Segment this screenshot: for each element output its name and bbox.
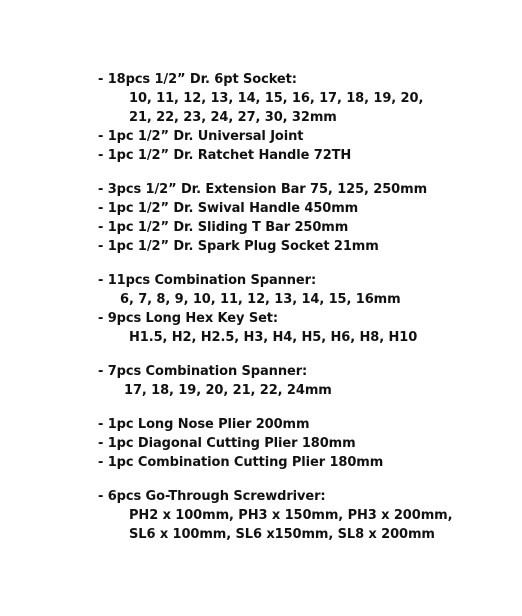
plier-group (98, 415, 508, 472)
list-item: - 6pcs Go-Through Screwdriver: (98, 489, 326, 504)
group-divider (98, 256, 508, 271)
list-item-detail: PH2 x 100mm, PH3 x 150mm, PH3 x 200mm, (129, 508, 453, 523)
list-item: - 1pc 1/2” Dr. Sliding T Bar 250mm (98, 220, 349, 235)
list-item-detail: H1.5, H2, H2.5, H3, H4, H5, H6, H8, H10 (129, 330, 418, 345)
list-item: - 1pc 1/2” Dr. Swival Handle 450mm (98, 201, 359, 216)
socket-group (98, 70, 508, 165)
list-item: - 1pc Long Nose Plier 200mm (98, 417, 310, 432)
list-item-detail: 10, 11, 12, 13, 14, 15, 16, 17, 18, 19, 20, (129, 91, 424, 106)
list-item-detail: 6, 7, 8, 9, 10, 11, 12, 13, 14, 15, 16mm (120, 292, 401, 307)
list-item: - 11pcs Combination Spanner: (98, 273, 317, 288)
list-item: - 1pc Diagonal Cutting Plier 180mm (98, 436, 356, 451)
spanner-hex-key-group (98, 271, 508, 347)
screwdriver-group (98, 487, 508, 544)
list-item-detail: SL6 x 100mm, SL6 x150mm, SL8 x 200mm (129, 527, 435, 542)
list-item: - 3pcs 1/2” Dr. Extension Bar 75, 125, 250mm (98, 182, 428, 197)
drive-accessories-group (98, 180, 508, 256)
list-item: - 1pc 1/2” Dr. Spark Plug Socket 21mm (98, 239, 379, 254)
tool-set-contents-list (98, 70, 508, 544)
list-item: - 9pcs Long Hex Key Set: (98, 311, 279, 326)
list-item-detail: 17, 18, 19, 20, 21, 22, 24mm (124, 383, 332, 398)
group-divider (98, 472, 508, 487)
group-divider (98, 165, 508, 180)
list-item: - 1pc 1/2” Dr. Universal Joint (98, 129, 304, 144)
list-item: - 1pc 1/2” Dr. Ratchet Handle 72TH (98, 148, 352, 163)
large-spanner-group (98, 362, 508, 400)
group-divider (98, 400, 508, 415)
list-item: - 7pcs Combination Spanner: (98, 364, 308, 379)
list-item-detail: 21, 22, 23, 24, 27, 30, 32mm (129, 110, 337, 125)
group-divider (98, 347, 508, 362)
list-item: - 18pcs 1/2” Dr. 6pt Socket: (98, 72, 297, 87)
list-item: - 1pc Combination Cutting Plier 180mm (98, 455, 384, 470)
